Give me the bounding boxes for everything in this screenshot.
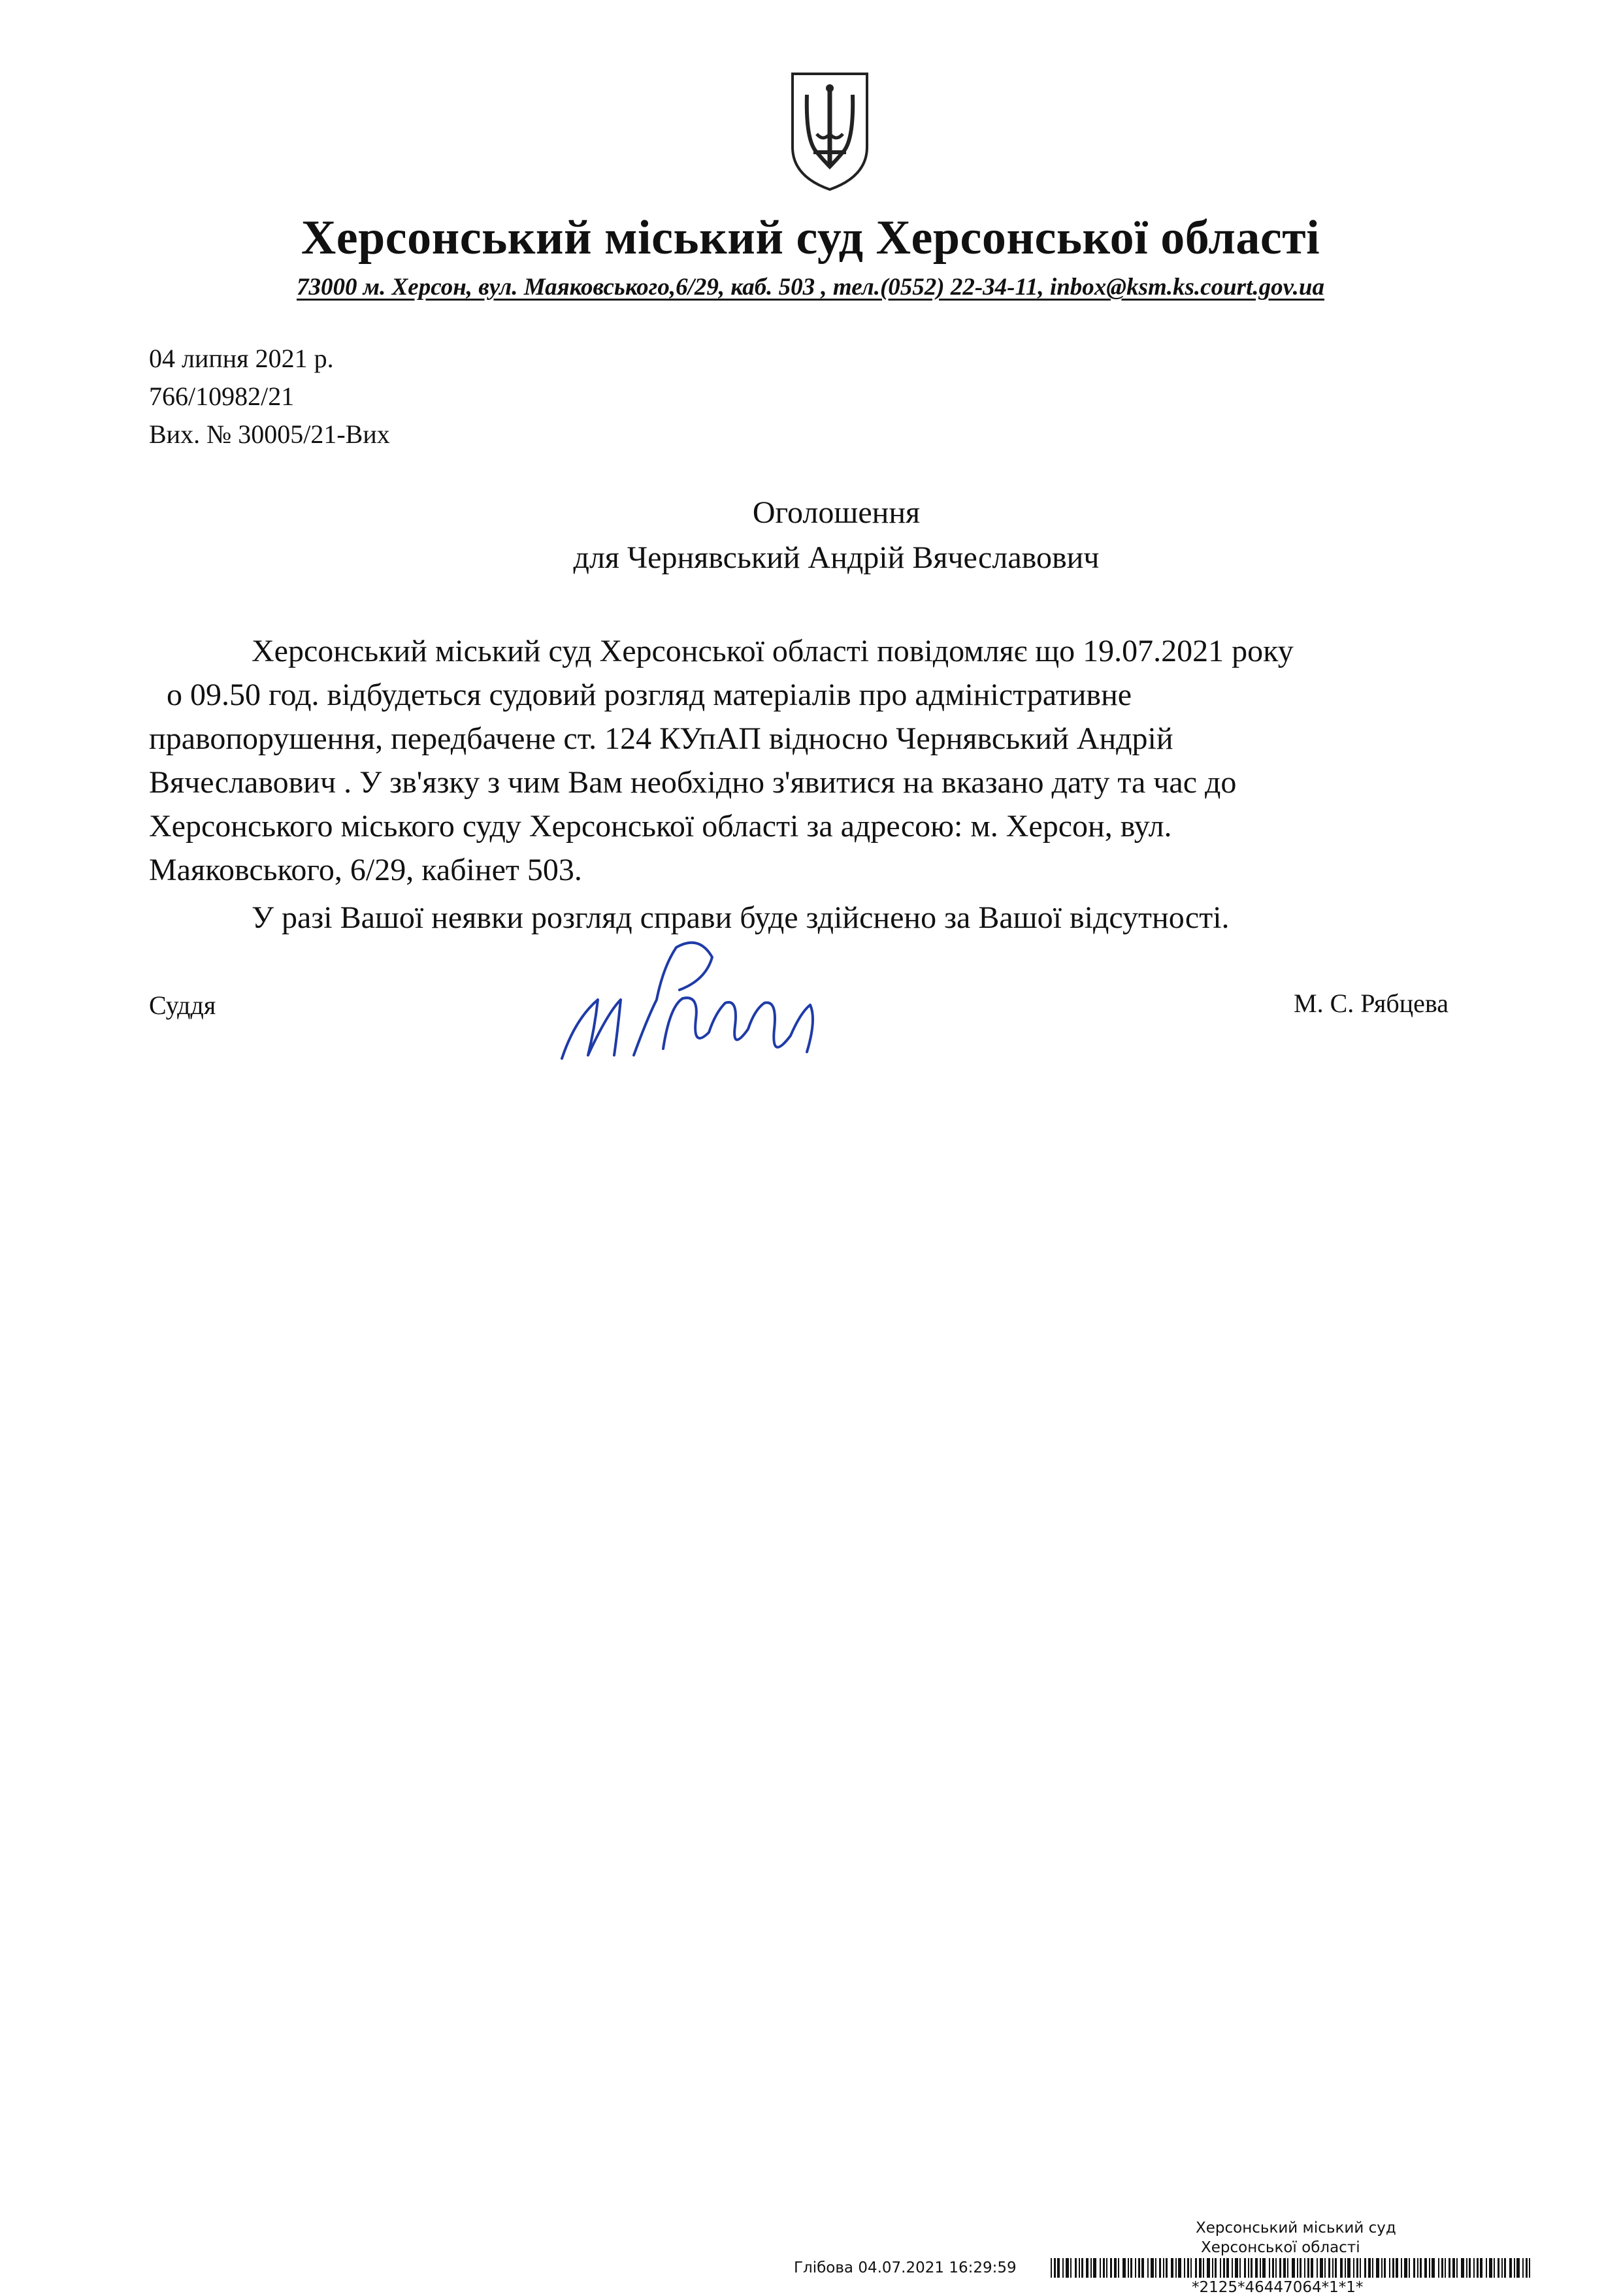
- barcode-bar: [1320, 2258, 1323, 2278]
- barcode-bar: [1509, 2258, 1512, 2278]
- barcode-bar: [1062, 2258, 1064, 2278]
- barcode-bar: [1244, 2258, 1246, 2278]
- barcode-bar: [1184, 2258, 1185, 2278]
- barcode-bar: [1324, 2258, 1326, 2278]
- barcode-bar: [1401, 2258, 1402, 2278]
- barcode-bar: [1057, 2258, 1060, 2278]
- barcode-bar: [1155, 2258, 1156, 2278]
- barcode-bar: [1175, 2258, 1177, 2278]
- case-number: 766/10982/21: [149, 382, 295, 411]
- barcode-bar: [1147, 2258, 1149, 2278]
- barcode-bar: [1494, 2258, 1495, 2278]
- barcode-bar: [1287, 2258, 1288, 2278]
- barcode-bar: [1372, 2258, 1373, 2278]
- barcode-bar: [1275, 2258, 1277, 2278]
- barcode-bar: [1353, 2258, 1354, 2278]
- barcode-bar: [1114, 2258, 1117, 2278]
- barcode-bar: [1456, 2258, 1458, 2278]
- judge-name: М. С. Рябцева: [1294, 989, 1449, 1018]
- handwritten-signature-icon: [549, 921, 836, 1072]
- barcode-bar: [1300, 2258, 1302, 2278]
- barcode-bar: [1151, 2258, 1154, 2278]
- barcode-bar: [1079, 2258, 1080, 2278]
- outgoing-number: Вих. № 30005/21-Вих: [149, 419, 390, 449]
- stamp-clerk-time: Глібова 04.07.2021 16:29:59: [794, 2259, 1017, 2276]
- barcode-bar: [1409, 2258, 1410, 2278]
- barcode-bar: [1514, 2258, 1515, 2278]
- barcode-bar: [1235, 2258, 1238, 2278]
- barcode-bar: [1086, 2258, 1089, 2278]
- barcode-bar: [1226, 2258, 1229, 2278]
- barcode-bar: [1203, 2258, 1204, 2278]
- stamp-court-line-1: Херсонський міський суд: [1196, 2220, 1396, 2237]
- barcode-bar: [1272, 2258, 1274, 2278]
- barcode-bar: [1489, 2258, 1492, 2278]
- barcode-bar: [1396, 2258, 1398, 2278]
- barcode-bar: [1504, 2258, 1506, 2278]
- barcode-bar: [1477, 2258, 1479, 2278]
- barcode-bar: [1384, 2258, 1386, 2278]
- trident-coat-of-arms-icon: [787, 69, 872, 193]
- barcode-bar: [1522, 2258, 1524, 2278]
- barcode-bar: [1066, 2258, 1069, 2278]
- barcode-bar: [1438, 2258, 1439, 2278]
- barcode-bar: [1364, 2258, 1366, 2278]
- barcode-bar: [1501, 2258, 1503, 2278]
- barcode-bar: [1424, 2258, 1427, 2278]
- body-line-4: Вячеславович . У зв'язку з чим Вам необхідно з'явитися на вказано дату та час до: [149, 765, 1237, 800]
- barcode-bar: [1220, 2258, 1221, 2278]
- court-address: 73000 м. Херсон, вул. Маяковського,6/29, каб. 503 , тел.(0552) 22-34-11, inbox@ksm.ks.court.gov.ua: [297, 274, 1324, 301]
- barcode-bar: [1516, 2258, 1520, 2278]
- barcode-bar: [1081, 2258, 1083, 2278]
- barcode-bar: [1311, 2258, 1313, 2278]
- barcode-bar: [1452, 2258, 1455, 2278]
- barcode-bar: [1389, 2258, 1390, 2278]
- barcode-bar: [1345, 2258, 1346, 2278]
- barcode-bar: [1223, 2258, 1225, 2278]
- barcode-bar: [1159, 2258, 1161, 2278]
- barcode-bar: [1075, 2258, 1077, 2278]
- barcode-bar: [1420, 2258, 1422, 2278]
- barcode-bar: [1283, 2258, 1286, 2278]
- stamp-court-line-2: Херсонської області: [1201, 2239, 1360, 2256]
- barcode-bar: [1239, 2258, 1241, 2278]
- barcode-bar: [1128, 2258, 1129, 2278]
- barcode-bar: [1090, 2258, 1092, 2278]
- barcode-bar: [1392, 2258, 1394, 2278]
- barcode-bar: [1106, 2258, 1107, 2278]
- barcode-bar: [1292, 2258, 1295, 2278]
- barcode-bar: [1432, 2258, 1435, 2278]
- barcode-bar: [1332, 2258, 1334, 2278]
- barcode-bar: [1262, 2258, 1266, 2278]
- barcode-bar: [1215, 2258, 1217, 2278]
- barcode-bar: [1163, 2258, 1164, 2278]
- barcode-bar: [1171, 2258, 1173, 2278]
- barcode-bar: [1297, 2258, 1298, 2278]
- barcode-bar: [1473, 2258, 1475, 2278]
- barcode-bar: [1356, 2258, 1358, 2278]
- barcode-bar: [1347, 2258, 1351, 2278]
- barcode-bar: [1529, 2258, 1530, 2278]
- barcode-bar: [1190, 2258, 1192, 2278]
- document-date: 04 липня 2021 р.: [149, 344, 334, 373]
- court-name-heading: Херсонський міський суд Херсонської області: [301, 211, 1320, 265]
- barcode-bar: [1335, 2258, 1337, 2278]
- announcement-recipient: для Чернявський Андрій Вячеславович: [573, 540, 1100, 575]
- barcode-bar: [1100, 2258, 1101, 2278]
- barcode-bar: [1051, 2258, 1052, 2278]
- barcode-bar: [1195, 2258, 1197, 2278]
- barcode-bar: [1199, 2258, 1202, 2278]
- barcode-bar: [1461, 2258, 1464, 2278]
- barcode-bar: [1480, 2258, 1482, 2278]
- barcode-bar: [1054, 2258, 1056, 2278]
- barcode-bar: [1255, 2258, 1258, 2278]
- body-line-5: Херсонського міського суду Херсонської області за адресою: м. Херсон, вул.: [149, 809, 1172, 844]
- barcode-bar: [1445, 2258, 1446, 2278]
- absence-note: У разі Вашої неявки розгляд справи буде здійснено за Вашої відсутності.: [252, 900, 1230, 935]
- barcode-bar: [1118, 2258, 1119, 2278]
- barcode-bar: [1093, 2258, 1096, 2278]
- barcode-bar: [1498, 2258, 1499, 2278]
- barcode-bar: [1103, 2258, 1105, 2278]
- barcode-bar: [1178, 2258, 1181, 2278]
- barcode-bar: [1404, 2258, 1407, 2278]
- announcement-title: Оголошення: [752, 495, 921, 530]
- stamp-code: *2125*46447064*1*1*: [1192, 2279, 1364, 2296]
- barcode-bar: [1138, 2258, 1140, 2278]
- barcode-bar: [1212, 2258, 1213, 2278]
- barcode-bar: [1279, 2258, 1281, 2278]
- body-line-2: о 09.50 год. відбудеться судовий розгляд матеріалів про адміністративне: [167, 678, 1132, 712]
- barcode-bar: [1360, 2258, 1361, 2278]
- barcode-bar: [1307, 2258, 1309, 2278]
- barcode-bar: [1417, 2258, 1418, 2278]
- barcode-bar: [1413, 2258, 1415, 2278]
- barcode-bar: [1317, 2258, 1318, 2278]
- barcode-bar: [1187, 2258, 1189, 2278]
- barcode-bar: [1248, 2258, 1249, 2278]
- barcode-bar: [1441, 2258, 1443, 2278]
- barcode-bar: [1141, 2258, 1144, 2278]
- barcode-bar: [1304, 2258, 1305, 2278]
- barcode-bar: [1260, 2258, 1261, 2278]
- barcode-bar: [1429, 2258, 1430, 2278]
- barcode-bar: [1466, 2258, 1467, 2278]
- barcode-bar: [1251, 2258, 1253, 2278]
- barcode-bar: [1166, 2258, 1168, 2278]
- barcode-bar: [1070, 2258, 1072, 2278]
- barcode-bar: [1376, 2258, 1379, 2278]
- barcode-bar: [1340, 2258, 1343, 2278]
- body-line-6: Маяковського, 6/29, кабінет 503.: [149, 853, 582, 887]
- barcode-bar: [1449, 2258, 1450, 2278]
- body-line-1: Херсонський міський суд Херсонської області повідомляє що 19.07.2021 року: [252, 634, 1294, 668]
- body-line-3: правопорушення, передбачене ст. 124 КУпАП відносно Чернявський Андрій: [149, 721, 1173, 756]
- barcode-bar: [1110, 2258, 1112, 2278]
- barcode-bar: [1135, 2258, 1136, 2278]
- barcode-bar: [1381, 2258, 1383, 2278]
- barcode-bar: [1122, 2258, 1126, 2278]
- barcode-bar: [1526, 2258, 1528, 2278]
- judge-label: Суддя: [149, 991, 216, 1020]
- barcode-bar: [1232, 2258, 1233, 2278]
- barcode-bar: [1130, 2258, 1132, 2278]
- barcode-bar: [1486, 2258, 1487, 2278]
- barcode-bar: [1368, 2258, 1371, 2278]
- barcode-icon: [1051, 2258, 1534, 2278]
- barcode-bar: [1269, 2258, 1270, 2278]
- barcode-bar: [1328, 2258, 1330, 2278]
- barcode-bar: [1469, 2258, 1471, 2278]
- barcode-bar: [1207, 2258, 1210, 2278]
